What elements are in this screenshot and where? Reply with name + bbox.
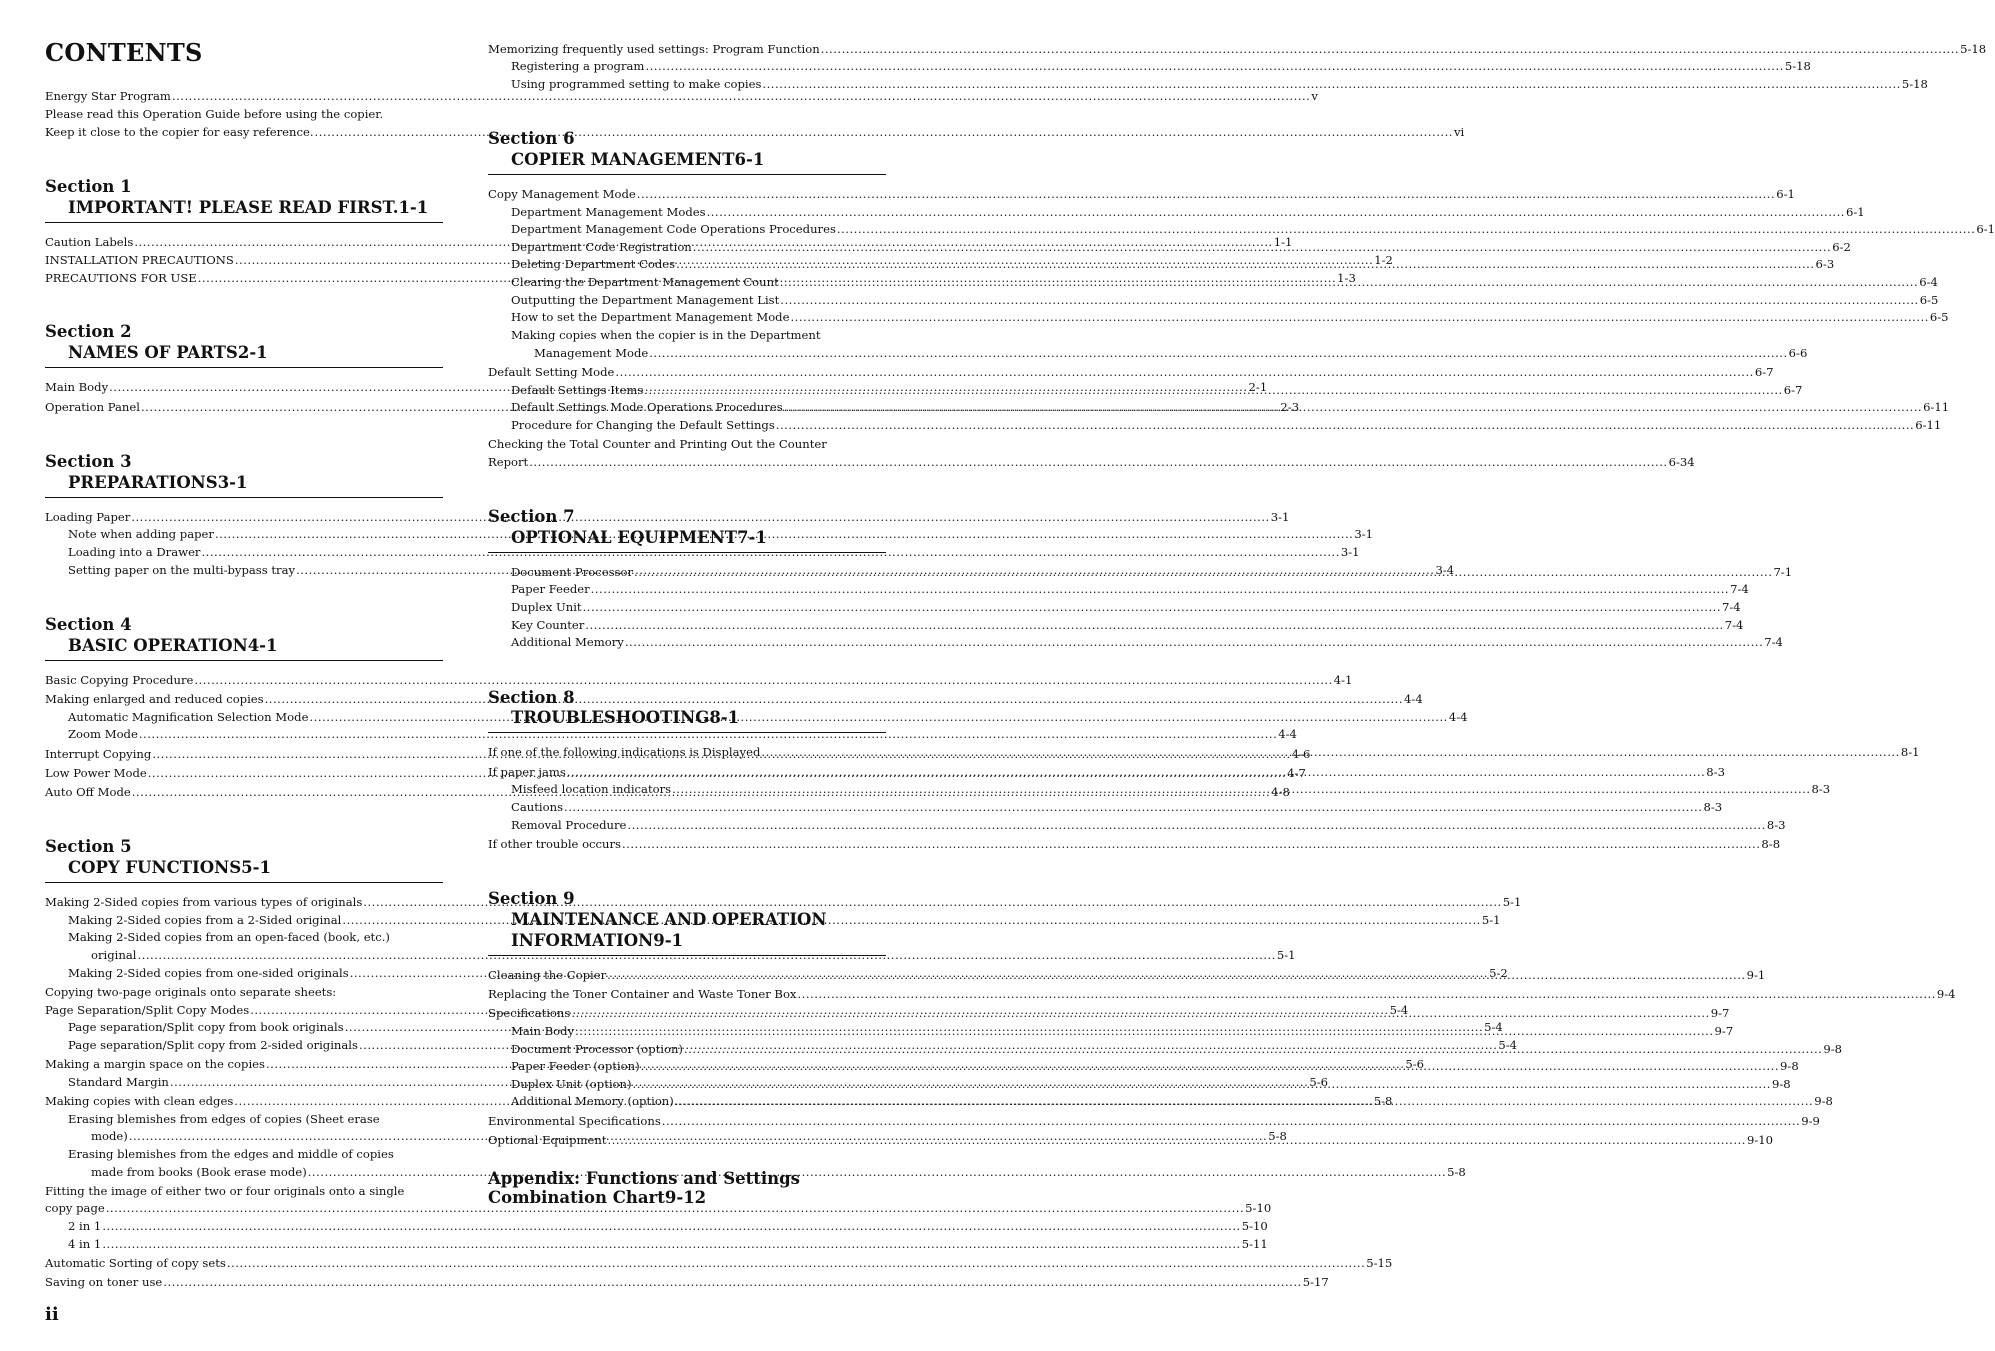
toc-entry: Erasing blemishes from edges of copies (Sheet erase [68,1112,380,1126]
toc-entry[interactable]: Basic Copying Procedure ..... 4-1 [45,673,443,687]
section-label: Section 8 [488,688,575,707]
section-rule [488,732,886,733]
section-rule [45,367,443,368]
toc-entry[interactable]: Caution Labels ..... 1-1 [45,235,443,249]
toc-entry[interactable]: If other trouble occurs ..... 8-8 [488,837,886,851]
toc-entry[interactable]: Saving on toner use ..... 5-17 [45,1275,443,1289]
toc-entry[interactable]: Optional Equipment ..... 9-10 [488,1133,886,1147]
section-rule [488,552,886,553]
toc-entry[interactable]: Document Processor (option) ..... 9-8 [511,1042,886,1056]
section-label: Section 4 [45,615,132,634]
toc-entry[interactable]: Default Setting Mode ..... 6-7 [488,365,886,379]
toc-entry[interactable]: Paper Feeder (option) ..... 9-8 [511,1059,886,1073]
section-label: Section 9 [488,889,575,908]
toc-entry[interactable]: Using programmed setting to make copies ..... 5-18 [511,77,886,91]
toc-entry[interactable]: made from books (Book erase mode) ..... 5-8 [91,1165,443,1179]
section-title[interactable]: COPY FUNCTIONS 5-1 [68,858,271,877]
page-number: ii [45,1304,59,1325]
toc-entry[interactable]: Making copies with clean edges ..... 5-8 [45,1094,443,1108]
toc-entry[interactable]: Key Counter ..... 7-4 [511,618,886,632]
toc-entry[interactable]: Outputting the Department Management List ..... 6-5 [511,293,886,307]
section-title[interactable]: INFORMATION 9-1 [511,931,684,950]
toc-entry[interactable]: Management Mode ..... 6-6 [534,346,886,360]
section-rule [488,955,886,956]
section-title[interactable]: NAMES OF PARTS 2-1 [68,343,268,362]
toc-entry[interactable]: copy page ..... 5-10 [45,1201,443,1215]
toc-entry: Copying two-page originals onto separate sheets: [45,985,337,999]
section-rule [45,497,443,498]
toc-entry[interactable]: mode) ..... 5-8 [91,1129,443,1143]
toc-entry[interactable]: Misfeed location indicators ..... 8-3 [511,782,886,796]
toc-entry[interactable]: Setting paper on the multi-bypass tray ..... 3-4 [68,563,443,577]
toc-entry[interactable]: Zoom Mode ..... 4-4 [68,727,443,741]
section-title[interactable]: OPTIONAL EQUIPMENT 7-1 [511,528,767,547]
toc-entry[interactable]: Replacing the Toner Container and Waste Toner Box ..... 9-4 [488,987,886,1001]
toc-entry[interactable]: INSTALLATION PRECAUTIONS ..... 1-2 [45,253,443,267]
toc-entry[interactable]: If one of the following indications is Displayed ..... 8-1 [488,745,886,759]
toc-entry: Erasing blemishes from the edges and middle of copies [68,1147,394,1161]
toc-entry: Making 2-Sided copies from an open-faced (book, etc.) [68,930,390,944]
toc-entry[interactable]: Additional Memory (option) ..... 9-8 [511,1094,886,1108]
toc-entry[interactable]: Making a margin space on the copies ..... 5-6 [45,1057,443,1071]
toc-entry: Fitting the image of either two or four originals onto a single [45,1184,405,1198]
toc-entry[interactable]: How to set the Department Management Mode ..... 6-5 [511,310,886,324]
toc-entry[interactable]: Standard Margin ..... 5-6 [68,1075,443,1089]
section-label: Section 1 [45,177,132,196]
toc-entry[interactable]: Keep it close to the copier for easy reference. ..... vi [45,125,443,139]
toc-entry[interactable]: 4 in 1 ..... 5-11 [68,1237,443,1251]
toc-entry[interactable]: Duplex Unit ..... 7-4 [511,600,886,614]
toc-entry[interactable]: Default Settings Items ..... 6-7 [511,383,886,397]
section-title[interactable]: PREPARATIONS 3-1 [68,473,248,492]
section-label: Section 3 [45,452,132,471]
toc-entry[interactable]: Loading Paper ..... 3-1 [45,510,443,524]
toc-entry[interactable]: Duplex Unit (option) ..... 9-8 [511,1077,886,1091]
section-label: Section 5 [45,837,132,856]
toc-entry[interactable]: Auto Off Mode ..... 4-8 [45,785,443,799]
section-rule [45,222,443,223]
toc-entry: Please read this Operation Guide before using the copier. [45,107,384,121]
toc-entry[interactable]: Making 2-Sided copies from one-sided originals ..... 5-2 [68,966,443,980]
toc-entry[interactable]: Department Management Code Operations Procedures ..... 6-1 [511,222,886,236]
toc-entry[interactable]: Page separation/Split copy from 2-sided originals ..... 5-4 [68,1038,443,1052]
toc-entry[interactable]: Operation Panel ..... 2-3 [45,400,443,414]
section-title-line: MAINTENANCE AND OPERATION [511,910,827,929]
toc-entry[interactable]: Department Management Modes ..... 6-1 [511,205,886,219]
toc-entry[interactable]: Main Body ..... 2-1 [45,380,443,394]
toc-entry[interactable]: Page Separation/Split Copy Modes ..... 5-4 [45,1003,443,1017]
toc-entry: Making copies when the copier is in the Department [511,328,821,342]
toc-entry[interactable]: Paper Feeder ..... 7-4 [511,582,886,596]
appendix-title[interactable]: Combination Chart 9-12 [488,1188,707,1207]
toc-entry[interactable]: Procedure for Changing the Default Settings ..... 6-11 [511,418,886,432]
toc-entry[interactable]: 2 in 1 ..... 5-10 [68,1219,443,1233]
page-title: CONTENTS [45,38,203,67]
toc-entry[interactable]: original ..... 5-1 [91,948,443,962]
toc-entry[interactable]: Specifications ..... 9-7 [488,1006,886,1020]
toc-entry[interactable]: Cautions ..... 8-3 [511,800,886,814]
toc-entry[interactable]: Page separation/Split copy from book originals ..... 5-4 [68,1020,443,1034]
section-rule [488,174,886,175]
toc-entry[interactable]: Energy Star Program ..... v [45,89,443,103]
section-rule [45,882,443,883]
toc-entry[interactable]: PRECAUTIONS FOR USE ..... 1-3 [45,271,443,285]
toc-entry[interactable]: Making 2-Sided copies from various types of originals ..... 5-1 [45,895,443,909]
section-label: Section 6 [488,129,575,148]
appendix-title-line: Appendix: Functions and Settings [488,1169,800,1188]
toc-entry[interactable]: Automatic Sorting of copy sets ..... 5-15 [45,1256,443,1270]
section-label: Section 7 [488,507,575,526]
section-title[interactable]: BASIC OPERATION 4-1 [68,636,278,655]
section-title[interactable]: TROUBLESHOOTING 8-1 [511,708,740,727]
section-title[interactable]: IMPORTANT! PLEASE READ FIRST. 1-1 [68,198,429,217]
toc-entry[interactable]: If paper jams ..... 8-3 [488,765,886,779]
toc-entry[interactable]: Interrupt Copying ..... 4-6 [45,747,443,761]
toc-entry[interactable]: Making enlarged and reduced copies ..... 4-4 [45,692,443,706]
toc-entry[interactable]: Low Power Mode ..... 4-7 [45,766,443,780]
section-title[interactable]: COPIER MANAGEMENT 6-1 [511,150,765,169]
toc-entry[interactable]: Cleaning the Copier ..... 9-1 [488,968,886,982]
toc-entry[interactable]: Clearing the Department Management Count ..... 6-4 [511,275,886,289]
toc-entry[interactable]: Report ..... 6-34 [488,455,886,469]
toc-entry[interactable]: Main Body ..... 9-7 [511,1024,886,1038]
toc-entry[interactable]: Document Processor ..... 7-1 [511,565,886,579]
toc-entry[interactable]: Deleting Department Codes ..... 6-3 [511,257,886,271]
toc-entry[interactable]: Copy Management Mode ..... 6-1 [488,187,886,201]
toc-entry[interactable]: Default Settings Mode Operations Procedures ..... 6-11 [511,400,886,414]
section-rule [45,660,443,661]
toc-entry[interactable]: Registering a program ..... 5-18 [511,59,886,73]
section-label: Section 2 [45,322,132,341]
toc-entry[interactable]: Note when adding paper ..... 3-1 [68,527,443,541]
toc-entry[interactable]: Additional Memory ..... 7-4 [511,635,886,649]
toc-entry[interactable]: Department Code Registration ..... 6-2 [511,240,886,254]
toc-entry[interactable]: Automatic Magnification Selection Mode ..... 4-4 [68,710,443,724]
toc-entry[interactable]: Memorizing frequently used settings: Program Function ..... 5-18 [488,42,886,56]
toc-entry[interactable]: Making 2-Sided copies from a 2-Sided original ..... 5-1 [68,913,443,927]
toc-entry[interactable]: Environmental Specifications ..... 9-9 [488,1114,886,1128]
toc-entry: Checking the Total Counter and Printing Out the Counter [488,437,827,451]
toc-entry[interactable]: Loading into a Drawer ..... 3-1 [68,545,443,559]
toc-entry[interactable]: Removal Procedure ..... 8-3 [511,818,886,832]
